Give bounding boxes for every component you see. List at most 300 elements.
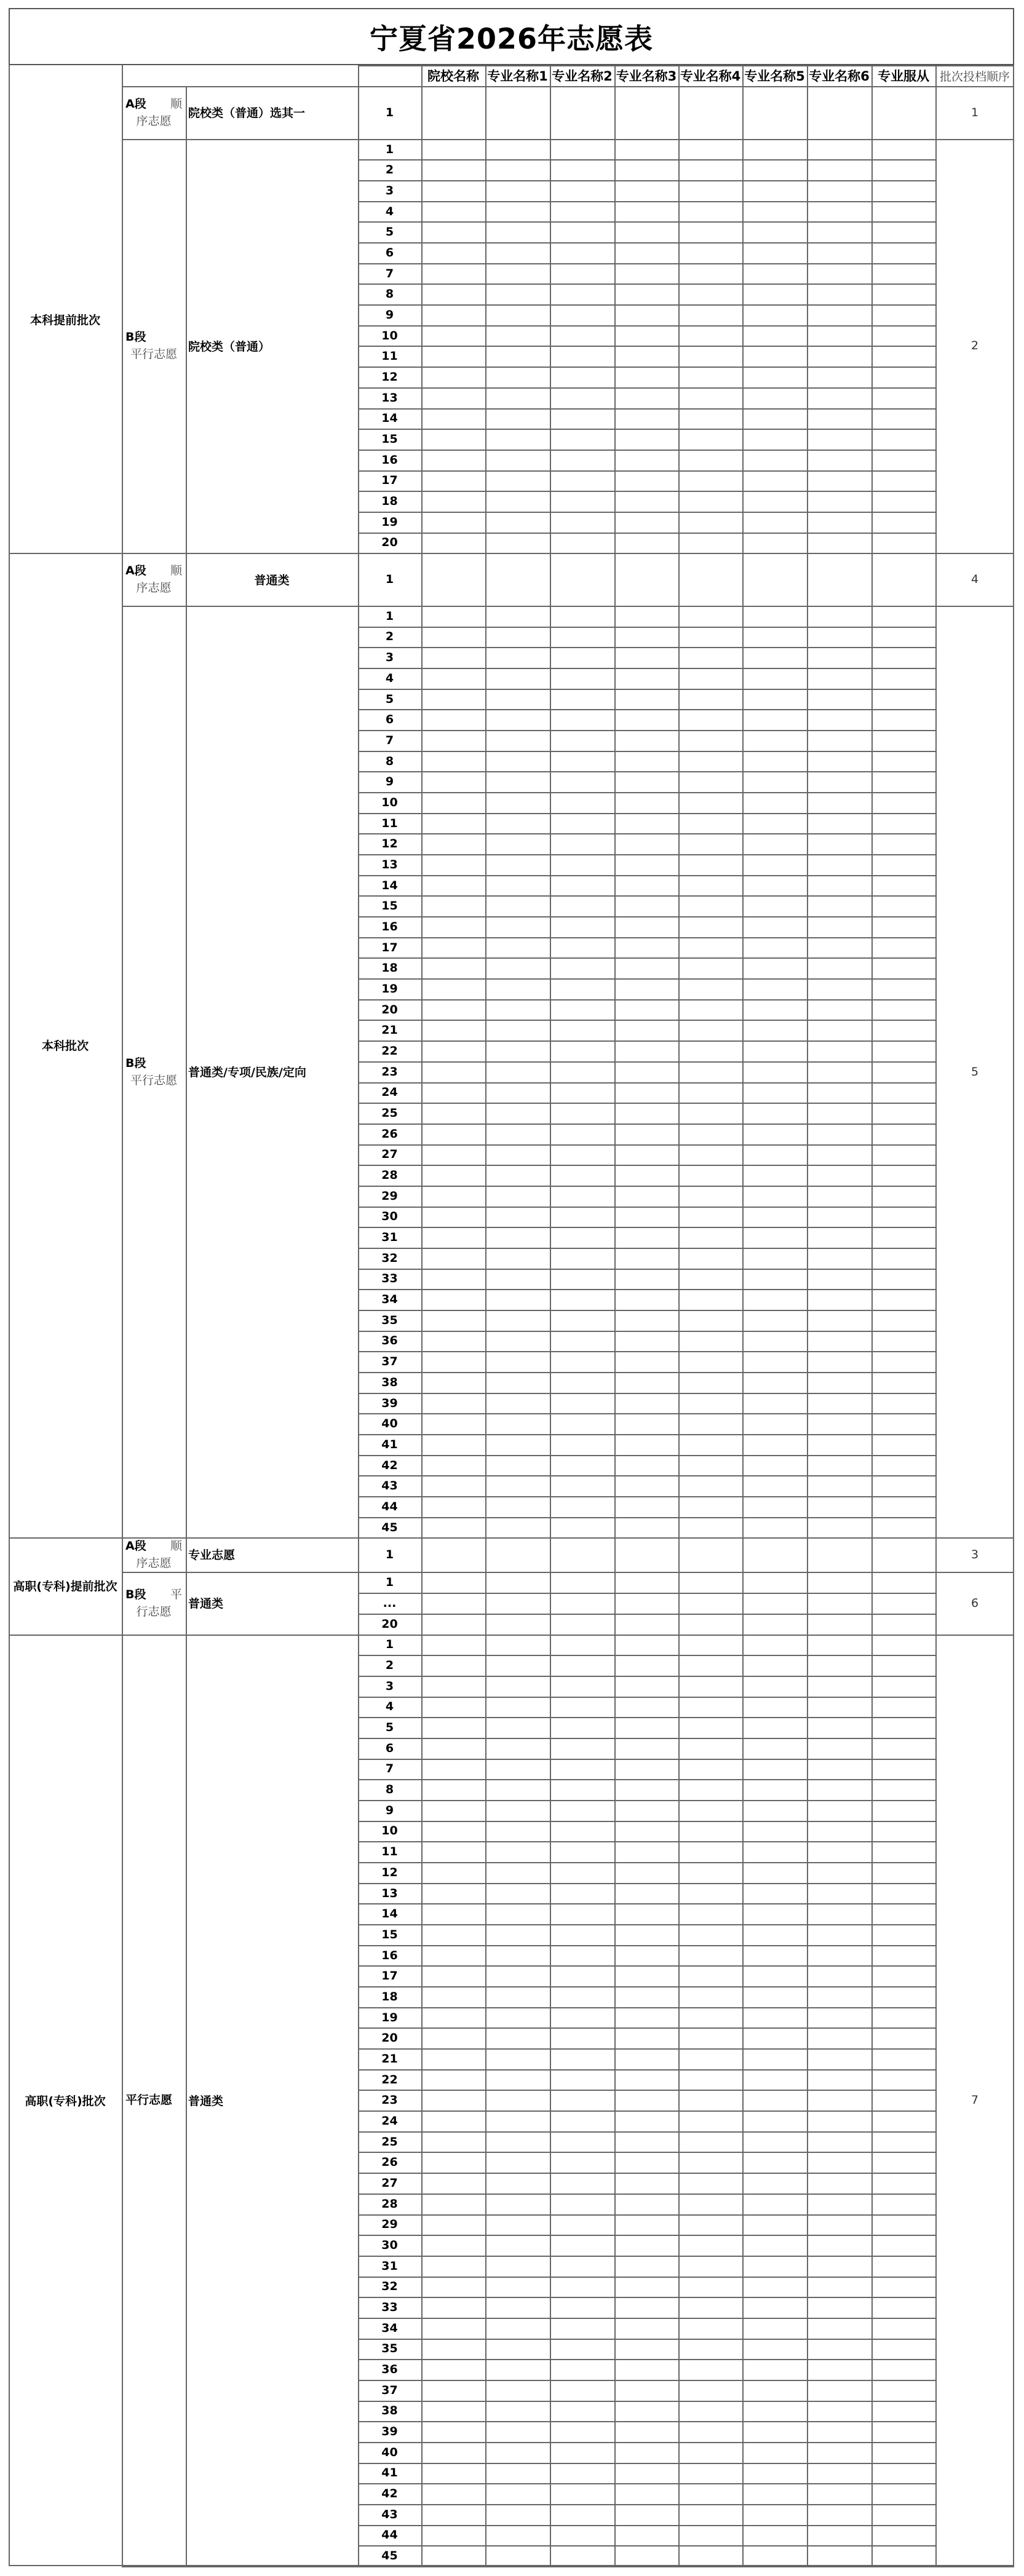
- entry-cell[interactable]: [873, 1001, 935, 1020]
- entry-cell[interactable]: [873, 814, 935, 834]
- entry-cell[interactable]: [808, 1166, 871, 1186]
- entry-cell[interactable]: [551, 855, 614, 875]
- entry-cell[interactable]: [808, 554, 871, 606]
- entry-cell[interactable]: [486, 2340, 550, 2360]
- entry-cell[interactable]: [616, 534, 678, 553]
- entry-cell[interactable]: [808, 1187, 871, 1207]
- entry-cell[interactable]: [423, 2319, 485, 2339]
- entry-cell[interactable]: [744, 1476, 807, 1496]
- entry-cell[interactable]: [680, 2319, 742, 2339]
- entry-cell[interactable]: [808, 1146, 871, 1165]
- entry-cell[interactable]: [423, 2526, 485, 2546]
- entry-cell[interactable]: [873, 1884, 935, 1904]
- entry-cell[interactable]: [551, 1249, 614, 1269]
- entry-cell[interactable]: [486, 1539, 550, 1571]
- entry-cell[interactable]: [680, 1187, 742, 1207]
- entry-cell[interactable]: [744, 1801, 807, 1821]
- entry-cell[interactable]: [873, 628, 935, 648]
- entry-cell[interactable]: [680, 2257, 742, 2277]
- entry-cell[interactable]: [808, 1125, 871, 1144]
- entry-cell[interactable]: [808, 917, 871, 937]
- entry-cell[interactable]: [616, 2174, 678, 2194]
- entry-cell[interactable]: [486, 285, 550, 304]
- entry-cell[interactable]: [486, 2029, 550, 2048]
- entry-cell[interactable]: [873, 389, 935, 408]
- entry-cell[interactable]: [551, 140, 614, 160]
- entry-cell[interactable]: [873, 1166, 935, 1186]
- entry-cell[interactable]: [423, 752, 485, 772]
- entry-cell[interactable]: [616, 472, 678, 491]
- entry-cell[interactable]: [486, 1352, 550, 1372]
- entry-cell[interactable]: [680, 1677, 742, 1697]
- entry-cell[interactable]: [423, 1636, 485, 1655]
- entry-cell[interactable]: [744, 534, 807, 553]
- entry-cell[interactable]: [423, 2340, 485, 2360]
- entry-cell[interactable]: [551, 513, 614, 533]
- entry-cell[interactable]: [744, 2340, 807, 2360]
- entry-cell[interactable]: [423, 2278, 485, 2297]
- entry-cell[interactable]: [616, 347, 678, 367]
- entry-cell[interactable]: [680, 244, 742, 263]
- entry-cell[interactable]: [551, 1636, 614, 1655]
- entry-cell[interactable]: [680, 917, 742, 937]
- entry-cell[interactable]: [423, 285, 485, 304]
- entry-cell[interactable]: [616, 554, 678, 606]
- entry-cell[interactable]: [680, 492, 742, 512]
- entry-cell[interactable]: [873, 451, 935, 470]
- entry-cell[interactable]: [808, 1021, 871, 1040]
- entry-cell[interactable]: [551, 1780, 614, 1800]
- entry-cell[interactable]: [423, 855, 485, 875]
- entry-cell[interactable]: [808, 752, 871, 772]
- entry-cell[interactable]: [486, 834, 550, 854]
- entry-cell[interactable]: [616, 1270, 678, 1290]
- entry-cell[interactable]: [744, 959, 807, 978]
- entry-cell[interactable]: [808, 607, 871, 627]
- entry-cell[interactable]: [423, 959, 485, 978]
- entry-cell[interactable]: [680, 2278, 742, 2297]
- entry-cell[interactable]: [680, 2091, 742, 2110]
- entry-cell[interactable]: [873, 1925, 935, 1945]
- entry-cell[interactable]: [551, 1042, 614, 1061]
- entry-cell[interactable]: [423, 1166, 485, 1186]
- entry-cell[interactable]: [486, 1414, 550, 1434]
- entry-cell[interactable]: [744, 1352, 807, 1372]
- entry-cell[interactable]: [680, 1249, 742, 1269]
- entry-cell[interactable]: [423, 244, 485, 263]
- entry-cell[interactable]: [680, 2029, 742, 2048]
- entry-cell[interactable]: [551, 2360, 614, 2380]
- entry-cell[interactable]: [486, 472, 550, 491]
- entry-cell[interactable]: [808, 1497, 871, 1517]
- entry-cell[interactable]: [486, 1925, 550, 1945]
- entry-cell[interactable]: [486, 1332, 550, 1352]
- entry-cell[interactable]: [873, 2381, 935, 2401]
- entry-cell[interactable]: [551, 2133, 614, 2152]
- entry-cell[interactable]: [680, 1270, 742, 1290]
- entry-cell[interactable]: [616, 1435, 678, 1455]
- entry-cell[interactable]: [486, 1573, 550, 1593]
- entry-cell[interactable]: [680, 772, 742, 792]
- entry-cell[interactable]: [680, 2195, 742, 2214]
- entry-cell[interactable]: [486, 1208, 550, 1227]
- entry-cell[interactable]: [873, 1946, 935, 1966]
- entry-cell[interactable]: [616, 710, 678, 730]
- entry-cell[interactable]: [873, 1801, 935, 1821]
- entry-cell[interactable]: [423, 2195, 485, 2214]
- entry-cell[interactable]: [680, 1925, 742, 1945]
- entry-cell[interactable]: [744, 1063, 807, 1082]
- entry-cell[interactable]: [744, 1987, 807, 2007]
- entry-cell[interactable]: [423, 327, 485, 346]
- entry-cell[interactable]: [808, 1925, 871, 1945]
- entry-cell[interactable]: [873, 306, 935, 325]
- entry-cell[interactable]: [873, 876, 935, 896]
- entry-cell[interactable]: [616, 1539, 678, 1571]
- entry-cell[interactable]: [873, 1228, 935, 1248]
- entry-cell[interactable]: [873, 1332, 935, 1352]
- entry-cell[interactable]: [680, 1435, 742, 1455]
- entry-cell[interactable]: [616, 2443, 678, 2463]
- entry-cell[interactable]: [873, 980, 935, 999]
- entry-cell[interactable]: [616, 1518, 678, 1538]
- entry-cell[interactable]: [616, 1615, 678, 1635]
- entry-cell[interactable]: [873, 1497, 935, 1517]
- entry-cell[interactable]: [551, 2422, 614, 2442]
- entry-cell[interactable]: [423, 2464, 485, 2484]
- entry-cell[interactable]: [873, 1456, 935, 1476]
- entry-cell[interactable]: [680, 897, 742, 916]
- entry-cell[interactable]: [486, 897, 550, 916]
- entry-cell[interactable]: [744, 1822, 807, 1842]
- entry-cell[interactable]: [744, 223, 807, 242]
- entry-cell[interactable]: [680, 1332, 742, 1352]
- entry-cell[interactable]: [486, 669, 550, 689]
- entry-cell[interactable]: [744, 2402, 807, 2422]
- entry-cell[interactable]: [486, 2360, 550, 2380]
- entry-cell[interactable]: [680, 1104, 742, 1124]
- entry-cell[interactable]: [808, 451, 871, 470]
- entry-cell[interactable]: [486, 87, 550, 139]
- entry-cell[interactable]: [808, 628, 871, 648]
- entry-cell[interactable]: [616, 306, 678, 325]
- entry-cell[interactable]: [744, 1373, 807, 1393]
- entry-cell[interactable]: [744, 1636, 807, 1655]
- entry-cell[interactable]: [808, 2257, 871, 2277]
- entry-cell[interactable]: [744, 202, 807, 222]
- entry-cell[interactable]: [808, 2505, 871, 2525]
- entry-cell[interactable]: [616, 1042, 678, 1061]
- entry-cell[interactable]: [551, 1718, 614, 1738]
- entry-cell[interactable]: [680, 793, 742, 813]
- entry-cell[interactable]: [680, 1042, 742, 1061]
- entry-cell[interactable]: [873, 472, 935, 491]
- entry-cell[interactable]: [680, 472, 742, 491]
- entry-cell[interactable]: [423, 1967, 485, 1986]
- entry-cell[interactable]: [808, 1636, 871, 1655]
- entry-cell[interactable]: [808, 2402, 871, 2422]
- entry-cell[interactable]: [486, 772, 550, 792]
- entry-cell[interactable]: [744, 87, 807, 139]
- entry-cell[interactable]: [486, 1249, 550, 1269]
- entry-cell[interactable]: [486, 2381, 550, 2401]
- entry-cell[interactable]: [873, 2546, 935, 2566]
- entry-cell[interactable]: [873, 1987, 935, 2007]
- entry-cell[interactable]: [744, 772, 807, 792]
- entry-cell[interactable]: [551, 1801, 614, 1821]
- entry-cell[interactable]: [551, 1863, 614, 1883]
- entry-cell[interactable]: [680, 1084, 742, 1103]
- entry-cell[interactable]: [808, 710, 871, 730]
- entry-cell[interactable]: [551, 1760, 614, 1780]
- entry-cell[interactable]: [486, 1125, 550, 1144]
- entry-cell[interactable]: [808, 1394, 871, 1414]
- entry-cell[interactable]: [873, 2298, 935, 2318]
- entry-cell[interactable]: [616, 285, 678, 304]
- entry-cell[interactable]: [423, 2443, 485, 2463]
- entry-cell[interactable]: [808, 1967, 871, 1986]
- entry-cell[interactable]: [551, 938, 614, 958]
- entry-cell[interactable]: [616, 389, 678, 408]
- entry-cell[interactable]: [551, 648, 614, 668]
- entry-cell[interactable]: [680, 938, 742, 958]
- entry-cell[interactable]: [486, 2216, 550, 2235]
- entry-cell[interactable]: [551, 1270, 614, 1290]
- entry-cell[interactable]: [486, 1760, 550, 1780]
- entry-cell[interactable]: [873, 938, 935, 958]
- entry-cell[interactable]: [873, 2091, 935, 2110]
- entry-cell[interactable]: [551, 876, 614, 896]
- entry-cell[interactable]: [616, 1414, 678, 1434]
- entry-cell[interactable]: [680, 1884, 742, 1904]
- entry-cell[interactable]: [423, 2257, 485, 2277]
- entry-cell[interactable]: [808, 1822, 871, 1842]
- entry-cell[interactable]: [680, 1801, 742, 1821]
- entry-cell[interactable]: [486, 1001, 550, 1020]
- entry-cell[interactable]: [423, 1414, 485, 1434]
- entry-cell[interactable]: [616, 648, 678, 668]
- entry-cell[interactable]: [551, 1435, 614, 1455]
- entry-cell[interactable]: [616, 1373, 678, 1393]
- entry-cell[interactable]: [873, 1822, 935, 1842]
- entry-cell[interactable]: [808, 1615, 871, 1635]
- entry-cell[interactable]: [423, 1042, 485, 1061]
- entry-cell[interactable]: [551, 306, 614, 325]
- entry-cell[interactable]: [423, 1290, 485, 1310]
- entry-cell[interactable]: [873, 669, 935, 689]
- entry-cell[interactable]: [680, 513, 742, 533]
- entry-cell[interactable]: [873, 2505, 935, 2525]
- entry-cell[interactable]: [616, 2195, 678, 2214]
- entry-cell[interactable]: [551, 1373, 614, 1393]
- entry-cell[interactable]: [808, 264, 871, 284]
- entry-cell[interactable]: [744, 980, 807, 999]
- entry-cell[interactable]: [486, 876, 550, 896]
- entry-cell[interactable]: [486, 161, 550, 180]
- entry-cell[interactable]: [616, 451, 678, 470]
- entry-cell[interactable]: [744, 1615, 807, 1635]
- entry-cell[interactable]: [808, 492, 871, 512]
- entry-cell[interactable]: [423, 1249, 485, 1269]
- entry-cell[interactable]: [486, 347, 550, 367]
- entry-cell[interactable]: [486, 492, 550, 512]
- entry-cell[interactable]: [551, 2236, 614, 2256]
- entry-cell[interactable]: [744, 814, 807, 834]
- entry-cell[interactable]: [423, 1573, 485, 1593]
- entry-cell[interactable]: [808, 1987, 871, 2007]
- entry-cell[interactable]: [680, 1290, 742, 1310]
- entry-cell[interactable]: [873, 2402, 935, 2422]
- entry-cell[interactable]: [744, 430, 807, 450]
- entry-cell[interactable]: [873, 772, 935, 792]
- entry-cell[interactable]: [744, 1249, 807, 1269]
- entry-cell[interactable]: [744, 140, 807, 160]
- entry-cell[interactable]: [808, 980, 871, 999]
- entry-cell[interactable]: [808, 1270, 871, 1290]
- entry-cell[interactable]: [616, 897, 678, 916]
- entry-cell[interactable]: [616, 1822, 678, 1842]
- entry-cell[interactable]: [551, 2340, 614, 2360]
- entry-cell[interactable]: [808, 2526, 871, 2546]
- entry-cell[interactable]: [551, 1594, 614, 1614]
- entry-cell[interactable]: [873, 2340, 935, 2360]
- entry-cell[interactable]: [616, 731, 678, 751]
- entry-cell[interactable]: [680, 140, 742, 160]
- entry-cell[interactable]: [551, 1456, 614, 1476]
- entry-cell[interactable]: [744, 1760, 807, 1780]
- entry-cell[interactable]: [486, 554, 550, 606]
- entry-cell[interactable]: [486, 980, 550, 999]
- entry-cell[interactable]: [423, 772, 485, 792]
- entry-cell[interactable]: [744, 389, 807, 408]
- entry-cell[interactable]: [680, 855, 742, 875]
- entry-cell[interactable]: [423, 628, 485, 648]
- entry-cell[interactable]: [808, 1352, 871, 1372]
- entry-cell[interactable]: [744, 1435, 807, 1455]
- entry-cell[interactable]: [423, 2008, 485, 2028]
- entry-cell[interactable]: [486, 1290, 550, 1310]
- entry-cell[interactable]: [486, 1636, 550, 1655]
- entry-cell[interactable]: [744, 244, 807, 263]
- entry-cell[interactable]: [616, 1228, 678, 1248]
- entry-cell[interactable]: [551, 1677, 614, 1697]
- entry-cell[interactable]: [680, 1946, 742, 1966]
- entry-cell[interactable]: [808, 772, 871, 792]
- entry-cell[interactable]: [423, 917, 485, 937]
- entry-cell[interactable]: [486, 2443, 550, 2463]
- entry-cell[interactable]: [680, 2216, 742, 2235]
- entry-cell[interactable]: [680, 1539, 742, 1571]
- entry-cell[interactable]: [680, 1636, 742, 1655]
- entry-cell[interactable]: [616, 1718, 678, 1738]
- entry-cell[interactable]: [423, 1021, 485, 1040]
- entry-cell[interactable]: [616, 2505, 678, 2525]
- entry-cell[interactable]: [808, 814, 871, 834]
- entry-cell[interactable]: [423, 1125, 485, 1144]
- entry-cell[interactable]: [744, 513, 807, 533]
- entry-cell[interactable]: [744, 793, 807, 813]
- entry-cell[interactable]: [423, 1104, 485, 1124]
- entry-cell[interactable]: [808, 223, 871, 242]
- entry-cell[interactable]: [423, 2505, 485, 2525]
- entry-cell[interactable]: [873, 2422, 935, 2442]
- entry-cell[interactable]: [808, 1739, 871, 1759]
- entry-cell[interactable]: [551, 2484, 614, 2504]
- entry-cell[interactable]: [744, 1001, 807, 1020]
- entry-cell[interactable]: [808, 1104, 871, 1124]
- entry-cell[interactable]: [486, 2195, 550, 2214]
- entry-cell[interactable]: [616, 2133, 678, 2152]
- entry-cell[interactable]: [551, 1946, 614, 1966]
- entry-cell[interactable]: [873, 710, 935, 730]
- entry-cell[interactable]: [616, 1946, 678, 1966]
- entry-cell[interactable]: [680, 410, 742, 429]
- entry-cell[interactable]: [551, 2174, 614, 2194]
- entry-cell[interactable]: [744, 1125, 807, 1144]
- entry-cell[interactable]: [808, 2153, 871, 2173]
- entry-cell[interactable]: [423, 1084, 485, 1103]
- entry-cell[interactable]: [423, 451, 485, 470]
- entry-cell[interactable]: [423, 1146, 485, 1165]
- entry-cell[interactable]: [616, 2402, 678, 2422]
- entry-cell[interactable]: [680, 2174, 742, 2194]
- entry-cell[interactable]: [680, 264, 742, 284]
- entry-cell[interactable]: [486, 2464, 550, 2484]
- entry-cell[interactable]: [423, 938, 485, 958]
- entry-cell[interactable]: [808, 876, 871, 896]
- entry-cell[interactable]: [744, 1863, 807, 1883]
- entry-cell[interactable]: [616, 834, 678, 854]
- entry-cell[interactable]: [744, 347, 807, 367]
- entry-cell[interactable]: [680, 430, 742, 450]
- entry-cell[interactable]: [680, 1063, 742, 1082]
- entry-cell[interactable]: [680, 1208, 742, 1227]
- entry-cell[interactable]: [744, 2319, 807, 2339]
- entry-cell[interactable]: [808, 244, 871, 263]
- entry-cell[interactable]: [423, 1863, 485, 1883]
- entry-cell[interactable]: [423, 1760, 485, 1780]
- entry-cell[interactable]: [744, 1967, 807, 1986]
- entry-cell[interactable]: [423, 980, 485, 999]
- entry-cell[interactable]: [486, 140, 550, 160]
- entry-cell[interactable]: [551, 607, 614, 627]
- entry-cell[interactable]: [873, 368, 935, 387]
- entry-cell[interactable]: [680, 648, 742, 668]
- entry-cell[interactable]: [486, 1063, 550, 1082]
- entry-cell[interactable]: [551, 161, 614, 180]
- entry-cell[interactable]: [423, 669, 485, 689]
- entry-cell[interactable]: [744, 264, 807, 284]
- entry-cell[interactable]: [616, 1311, 678, 1331]
- entry-cell[interactable]: [616, 1352, 678, 1372]
- entry-cell[interactable]: [486, 1698, 550, 1718]
- entry-cell[interactable]: [486, 1394, 550, 1414]
- entry-cell[interactable]: [873, 1021, 935, 1040]
- entry-cell[interactable]: [873, 2319, 935, 2339]
- entry-cell[interactable]: [616, 181, 678, 201]
- entry-cell[interactable]: [551, 451, 614, 470]
- entry-cell[interactable]: [423, 1822, 485, 1842]
- entry-cell[interactable]: [616, 2319, 678, 2339]
- entry-cell[interactable]: [808, 513, 871, 533]
- entry-cell[interactable]: [744, 306, 807, 325]
- entry-cell[interactable]: [744, 1497, 807, 1517]
- entry-cell[interactable]: [486, 2505, 550, 2525]
- entry-cell[interactable]: [616, 140, 678, 160]
- entry-cell[interactable]: [616, 1656, 678, 1676]
- entry-cell[interactable]: [551, 368, 614, 387]
- entry-cell[interactable]: [744, 410, 807, 429]
